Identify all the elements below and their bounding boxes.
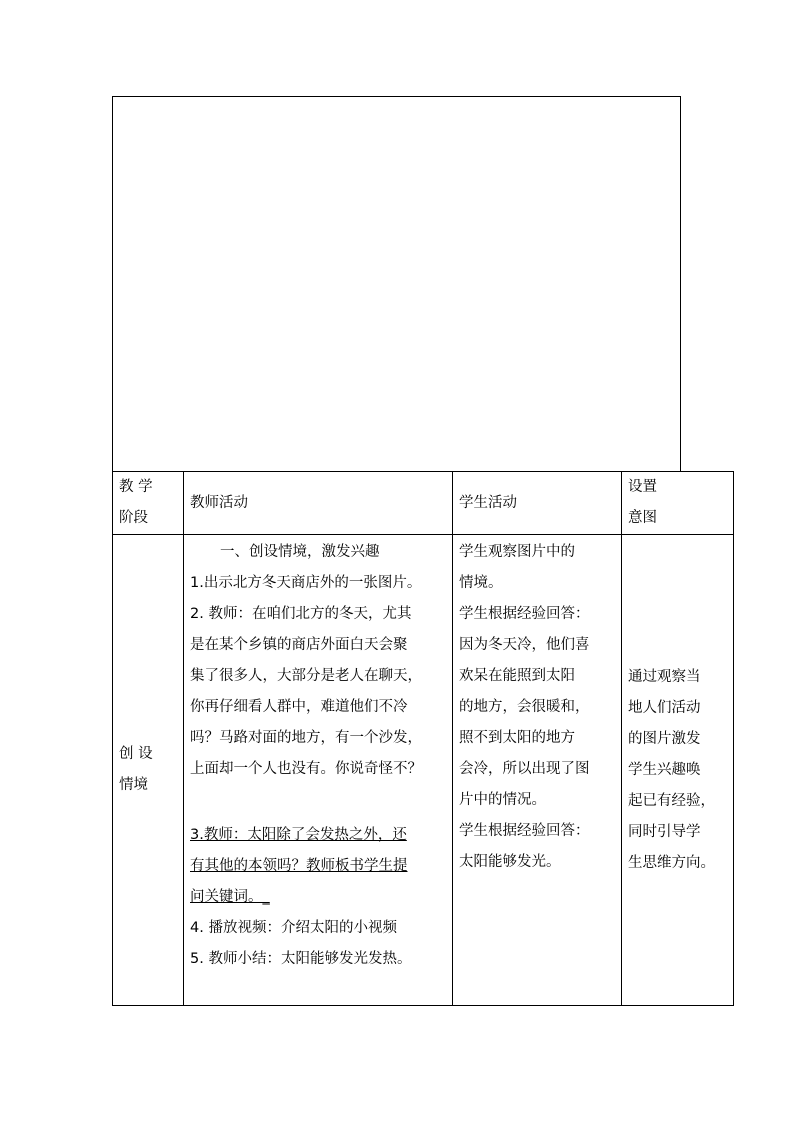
student-line: 会冷，所以出现了图 [459,761,590,777]
teacher-line: 上面却一个人也没有。你说奇怪不？ [190,761,422,777]
teacher-line: 4. 播放视频：介绍太阳的小视频 [190,920,397,936]
teacher-line: 2. 教师：在咱们北方的冬天，尤其 [190,606,412,622]
header-stage-cell [113,472,184,535]
header-student-cell: 学生活动 [453,472,622,535]
student-line: 因为冬天冷，他们喜 [459,637,590,653]
intent-line: 起已有经验， [628,792,715,809]
teacher-line: 集了很多人，大部分是老人在聊天， [190,668,422,684]
table-header-row [113,472,734,535]
lesson-plan-table [112,471,734,1006]
student-line: 学生根据经验回答： [459,823,590,839]
teacher-line: 吗？马路对面的地方，有一个沙发， [190,730,422,746]
header-intent-cell [622,472,734,535]
spacer [190,785,446,820]
student-line: 照不到太阳的地方 [459,730,575,746]
teacher-heading: 一、创设情境，激发兴趣 [220,544,380,560]
header-stage-line2: 阶段 [119,510,148,526]
teacher-line: 你再仔细看人群中，难道他们不冷 [190,699,408,715]
teacher-line: 5. 教师小结：太阳能够发光发热。 [190,951,412,967]
stage-cell [113,535,184,1006]
intent-line: 学生兴趣唤 [628,761,701,778]
student-activity-cell [453,535,622,1006]
intent-line: 同时引导学 [628,823,701,840]
stage-line2: 情境 [119,777,148,793]
student-line: 片中的情况。 [459,792,546,808]
teacher-line: 1.出示北方冬天商店外的一张图片。 [190,575,422,591]
student-line: 的地方，会很暖和， [459,699,590,715]
teacher-line: 是在某个乡镇的商店外面白天会聚 [190,637,408,653]
intent-line: 的图片激发 [628,730,701,747]
intent-line: 生思维方向。 [628,854,715,871]
student-line: 欢呆在能照到太阳 [459,668,575,684]
header-intent-line2: 意图 [628,510,657,526]
header-stage-line1: 教 学 [119,479,153,495]
image-placeholder-frame [112,96,681,472]
intent-cell [622,535,734,1006]
stage-line1: 创 设 [119,746,153,762]
student-line: 情境。 [459,575,503,591]
intent-line: 通过观察当 [628,668,701,685]
header-intent-line1: 设置 [628,479,657,495]
student-line: 太阳能够发光。 [459,854,561,870]
student-line: 学生根据经验回答： [459,606,590,622]
intent-line: 地人们活动 [628,699,701,716]
teacher-line: 3.教师：太阳除了会发热之外，还 [190,827,407,843]
teacher-line: 有其他的本领吗？教师板书学生提 [190,858,408,874]
table-row [113,535,734,1006]
student-line: 学生观察图片中的 [459,544,575,560]
header-teacher-cell: 教师活动 [184,472,453,535]
teacher-activity-cell [184,535,453,1006]
teacher-line: 问关键词。_ [190,889,270,905]
